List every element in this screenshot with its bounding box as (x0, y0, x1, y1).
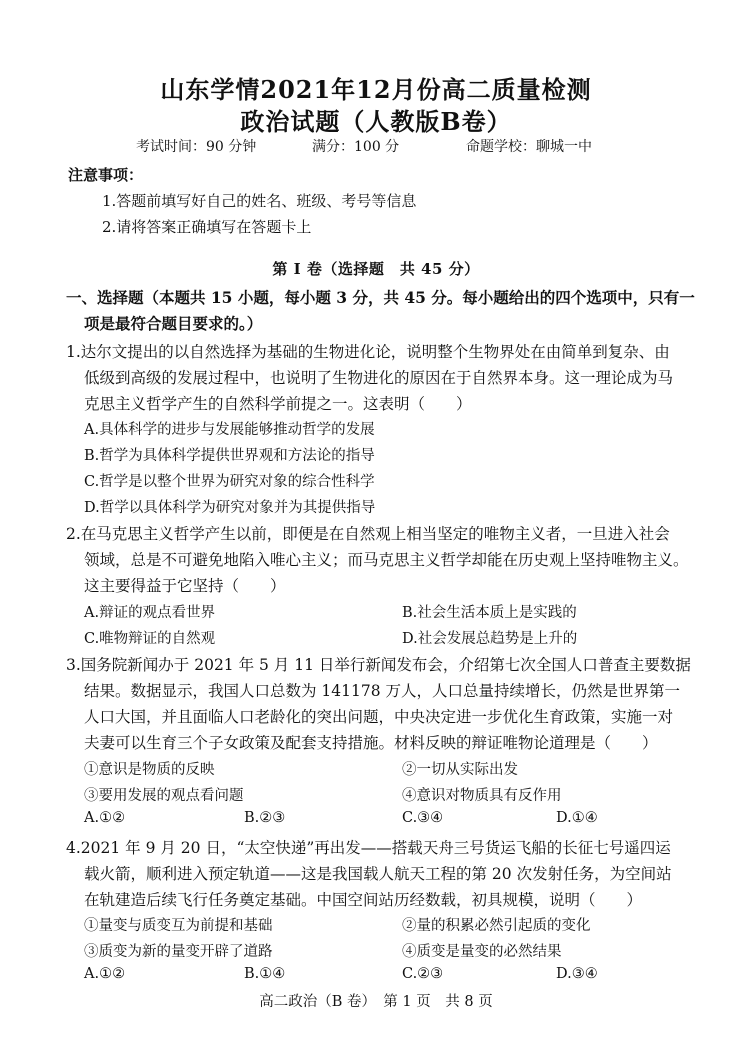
notice-item: 1.答题前填写好自己的姓名、班级、考号等信息 (102, 192, 417, 210)
statement: ②量的积累必然引起质的变化 (402, 918, 591, 934)
question-text: 结果。数据显示，我国人口总数为 141178 万人，人口总量持续增长，仍然是世界第一 (84, 682, 681, 700)
option-a: A.辩证的观点看世界 (84, 605, 216, 621)
option-d: D.哲学以具体科学为研究对象并为其提供指导 (84, 500, 376, 516)
page-footer: 高二政治（B 卷） 第 1 页 共 8 页 (259, 994, 493, 1010)
part-instructions-cont: 项是最符合题目要求的。） (84, 314, 263, 333)
question-text: 人口大国，并且面临人口老龄化的突出问题，中央决定进一步优化生育政策，实施一对 (84, 708, 674, 726)
statement: ①量变与质变互为前提和基础 (84, 918, 273, 934)
option-d: D.①④ (556, 810, 598, 826)
question-text: 在轨建造后续飞行任务奠定基础。中国空间站历经数载，初具规模，说明（ ） (84, 891, 643, 909)
statement: ④意识对物质具有反作用 (402, 788, 562, 804)
question-text: 领域，总是不可避免地陷入唯心主义；而马克思主义哲学却能在历史观上坚持唯物主义。 (84, 551, 689, 569)
exam-subtitle: 政治试题（人教版B卷） (240, 107, 512, 136)
question-text: 载火箭，顺利进入预定轨道——这是我国载人航天工程的第 20 次发射任务，为空间站 (84, 865, 672, 883)
statement: ②一切从实际出发 (402, 762, 518, 778)
question-text: 这主要得益于它坚持（ ） (84, 577, 286, 595)
question-text: 克思主义哲学产生的自然科学前提之一。这表明（ ） (84, 395, 472, 413)
exam-meta (0, 136, 752, 156)
option-a: A.具体科学的进步与发展能够推动哲学的发展 (84, 422, 375, 438)
option-b: B.哲学为具体科学提供世界观和方法论的指导 (84, 448, 375, 464)
option-c: C.③④ (402, 810, 444, 826)
full-score: 满分：100 分 (312, 139, 400, 155)
statement: ③要用发展的观点看问题 (84, 788, 244, 804)
option-d: D.社会发展总趋势是上升的 (402, 631, 578, 647)
exam-time: 考试时间：90 分钟 (136, 139, 257, 155)
notice-item: 2.请将答案正确填写在答题卡上 (102, 218, 312, 236)
option-a: A.①② (84, 966, 126, 982)
notice-title: 注意事项： (68, 166, 144, 184)
option-b: B.②③ (244, 810, 286, 826)
part-instructions: 一、选择题（本题共 15 小题，每小题 3 分，共 45 分。每小题给出的四个选项中，只有一 (66, 288, 695, 307)
option-a: A.①② (84, 810, 126, 826)
question-text: 2.在马克思主义哲学产生以前，即便是在自然观上相当坚定的唯物主义者，一旦进入社会 (66, 525, 670, 543)
statement: ④质变是量变的必然结果 (402, 944, 562, 960)
question-text: 低级到高级的发展过程中，也说明了生物进化的原因在于自然界本身。这一理论成为马 (84, 369, 674, 387)
question-text: 夫妻可以生育三个子女政策及配套支持措施。材料反映的辩证唯物论道理是（ ） (84, 734, 658, 752)
option-d: D.③④ (556, 966, 598, 982)
section-title: 第 I 卷（选择题 共 45 分） (272, 260, 480, 278)
option-b: B.①④ (244, 966, 286, 982)
statement: ③质变为新的量变开辟了道路 (84, 944, 273, 960)
option-b: B.社会生活本质上是实践的 (402, 605, 577, 621)
option-c: C.哲学是以整个世界为研究对象的综合性科学 (84, 474, 375, 490)
question-text: 4.2021 年 9 月 20 日，“太空快递”再出发——搭载天舟三号货运飞船的长征七号遥四运 (66, 839, 671, 857)
school: 命题学校：聊城一中 (466, 139, 592, 155)
statement: ①意识是物质的反映 (84, 762, 215, 778)
option-c: C.②③ (402, 966, 444, 982)
exam-title: 山东学情2021年12月份高二质量检测 (160, 75, 592, 104)
question-text: 3.国务院新闻办于 2021 年 5 月 11 日举行新闻发布会，介绍第七次全国人口普查主要数据 (66, 656, 691, 674)
option-c: C.唯物辩证的自然观 (84, 631, 216, 647)
question-text: 1.达尔文提出的以自然选择为基础的生物进化论，说明整个生物界处在由简单到复杂、由 (66, 343, 670, 361)
